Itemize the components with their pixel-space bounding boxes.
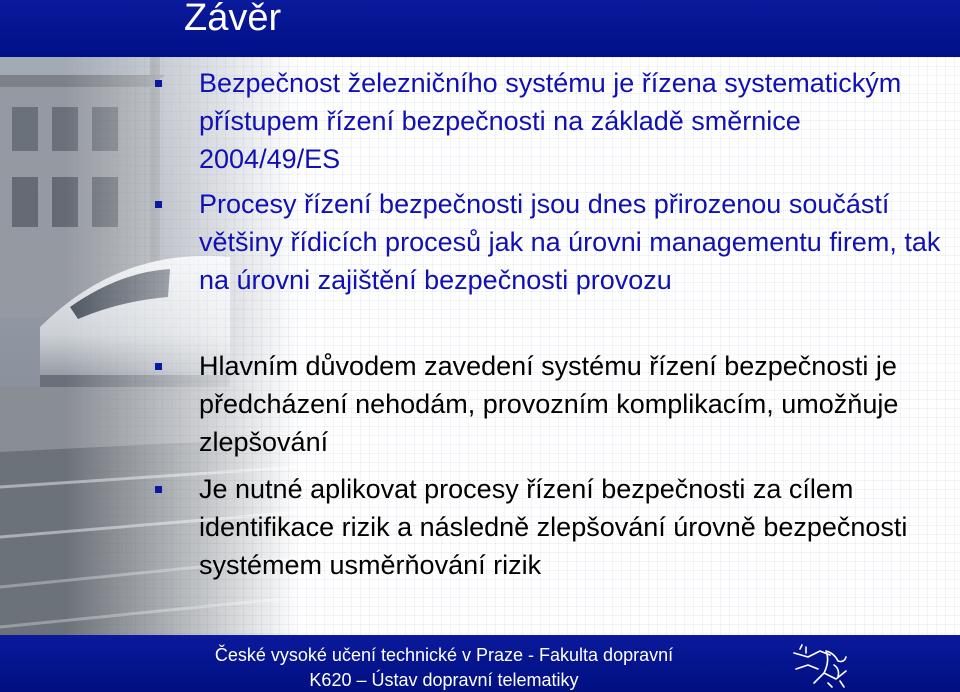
slide-title: Závěr [184,0,282,39]
title-bar [0,0,960,57]
square-bullet-icon [155,486,162,493]
square-bullet-icon [155,363,162,370]
square-bullet-icon [155,80,162,87]
square-bullet-icon [155,201,162,208]
footer-department: K620 – Ústav dopravní telematiky [309,670,579,690]
slide-content [0,57,960,635]
bullet-text-1: Bezpečnost železničního systému je řízena systematickým přístupem řízení bezpečnosti na základě směrnice 2004/49/ES [199,68,902,174]
ctu-lion-logo-icon [790,643,852,689]
bullet-text-3: Hlavním důvodem zavedení systému řízení bezpečnosti je předcházení nehodám, provozním komplikacím, umožňuje zlepšování [199,351,899,457]
footer-university: České vysoké učení technické v Praze - Fakulta dopravní [214,645,674,665]
bullet-text-4: Je nutné aplikovat procesy řízení bezpečnosti za cílem identifikace rizik a následně zlepšování úrovně bezpečnosti systémem usměrňování rizik [199,474,908,580]
bullet-text-2: Procesy řízení bezpečnosti jsou dnes přirozenou součástí většiny řídicích procesů jak na úrovni managementu firem, tak na úrovni zajištění bezpečnosti provozu [199,189,941,295]
